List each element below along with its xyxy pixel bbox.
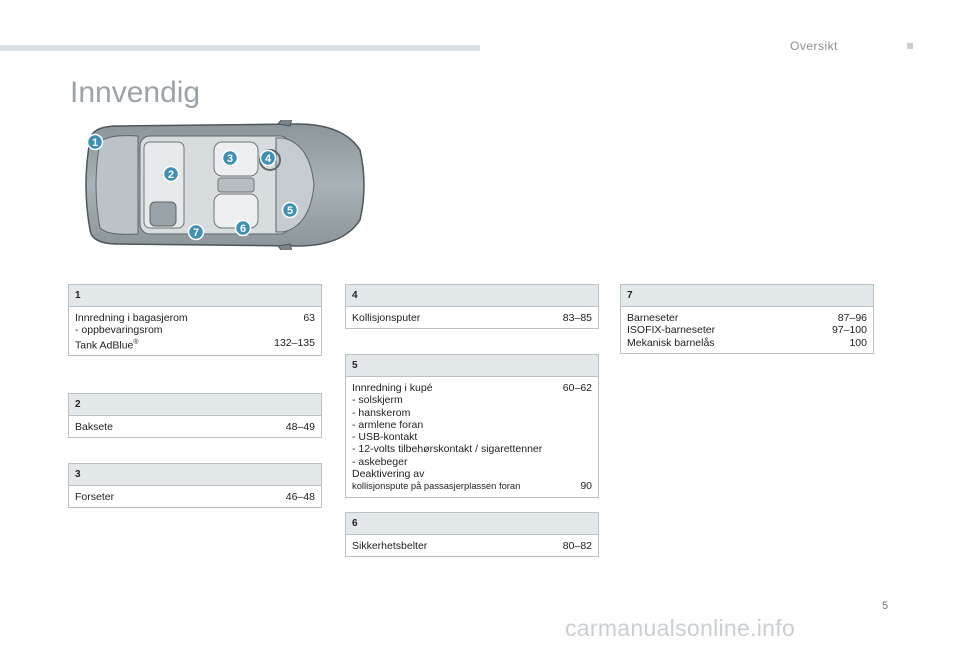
entry-sub: - solskjerm <box>352 394 403 407</box>
section-marker <box>907 43 913 49</box>
marker-6 <box>236 221 251 236</box>
svg-text:4: 4 <box>264 153 272 165</box>
entry-label: Forseter <box>75 491 115 503</box>
entry-label: Tank AdBlue <box>75 339 134 352</box>
box-5-row-2[interactable] <box>352 480 592 492</box>
box-2 <box>68 393 322 438</box>
box-6-row-1[interactable] <box>352 540 592 552</box>
svg-text:1: 1 <box>91 137 99 149</box>
entry-sub: - armlene foran <box>352 418 424 431</box>
svg-text:3: 3 <box>226 153 234 165</box>
entry-pages: 97–100 <box>831 324 867 337</box>
box-7 <box>620 284 874 354</box>
svg-text:6: 6 <box>239 223 247 235</box>
entry-pages: 83–85 <box>562 312 592 324</box>
entry-pages: 132–135 <box>274 336 315 349</box>
entry-label: Barneseter <box>627 312 679 324</box>
box-1-number: 1 <box>69 285 321 307</box>
entry-label: Sikkerhetsbelter <box>352 540 428 552</box>
box-6-number: 6 <box>346 513 598 535</box>
entry-label: kollisjonspute på passasjerplassen foran <box>352 480 521 492</box>
entry-sub: - oppbevaringsrom <box>75 324 163 337</box>
box-5 <box>345 354 599 498</box>
entry-sub: - 12-volts tilbehørskontakt / sigarettenner <box>352 443 543 456</box>
marker-7 <box>189 225 204 240</box>
page-title: Innvendig <box>70 76 201 109</box>
header-bar <box>0 45 480 51</box>
entry-sub: - askebeger <box>352 455 408 468</box>
entry-sub: - USB-kontakt <box>352 431 418 444</box>
box-3 <box>68 463 322 508</box>
svg-text:5: 5 <box>286 205 294 217</box>
entry-label: Deaktivering av <box>352 468 425 481</box>
entry-pages: 100 <box>849 336 867 349</box>
entry-pages: 63 <box>303 312 315 324</box>
marker-3 <box>223 151 238 166</box>
box-7-row-1[interactable] <box>627 312 867 324</box>
watermark: carmanualsonline.info <box>565 615 796 641</box>
marker-5 <box>283 203 298 218</box>
box-4-number: 4 <box>346 285 598 307</box>
box-6 <box>345 512 599 557</box>
box-1 <box>68 284 322 356</box>
section-title: Oversikt <box>790 39 839 53</box>
entry-pages: 80–82 <box>562 540 592 552</box>
box-7-row-2[interactable] <box>627 324 867 336</box>
box-5-row-1[interactable] <box>352 382 592 394</box>
box-3-number: 3 <box>69 464 321 486</box>
box-3-row-1[interactable] <box>75 491 315 503</box>
box-1-row-2[interactable] <box>75 337 315 352</box>
entry-label: Kollisjonsputer <box>352 312 421 324</box>
box-7-number: 7 <box>621 285 873 307</box>
entry-pages: 60–62 <box>562 382 592 394</box>
entry-sub: - hanskerom <box>352 406 411 419</box>
registered-mark: ® <box>133 338 139 346</box>
entry-pages: 90 <box>580 480 592 493</box>
box-2-row-1[interactable] <box>75 421 315 433</box>
marker-1 <box>88 135 103 150</box>
entry-label: Baksete <box>75 421 113 433</box>
box-4-row-1[interactable] <box>352 312 592 324</box>
entry-label: Mekanisk barnelås <box>627 336 715 349</box>
svg-text:7: 7 <box>192 227 200 239</box>
box-4 <box>345 284 599 329</box>
box-7-row-3[interactable] <box>627 337 867 349</box>
entry-pages: 46–48 <box>285 491 315 503</box>
page-number: 5 <box>882 600 889 612</box>
box-1-row-1[interactable] <box>75 312 315 324</box>
entry-label: ISOFIX-barneseter <box>627 324 716 337</box>
box-5-number: 5 <box>346 355 598 377</box>
entry-pages: 87–96 <box>837 312 867 324</box>
marker-2 <box>164 167 179 182</box>
entry-label: Innredning i bagasjerom <box>75 312 188 324</box>
car-interior-illustration <box>78 120 368 250</box>
svg-text:2: 2 <box>167 169 175 181</box>
entry-pages: 48–49 <box>285 421 315 433</box>
entry-label: Innredning i kupé <box>352 382 433 394</box>
marker-4 <box>261 151 276 166</box>
box-2-number: 2 <box>69 394 321 416</box>
